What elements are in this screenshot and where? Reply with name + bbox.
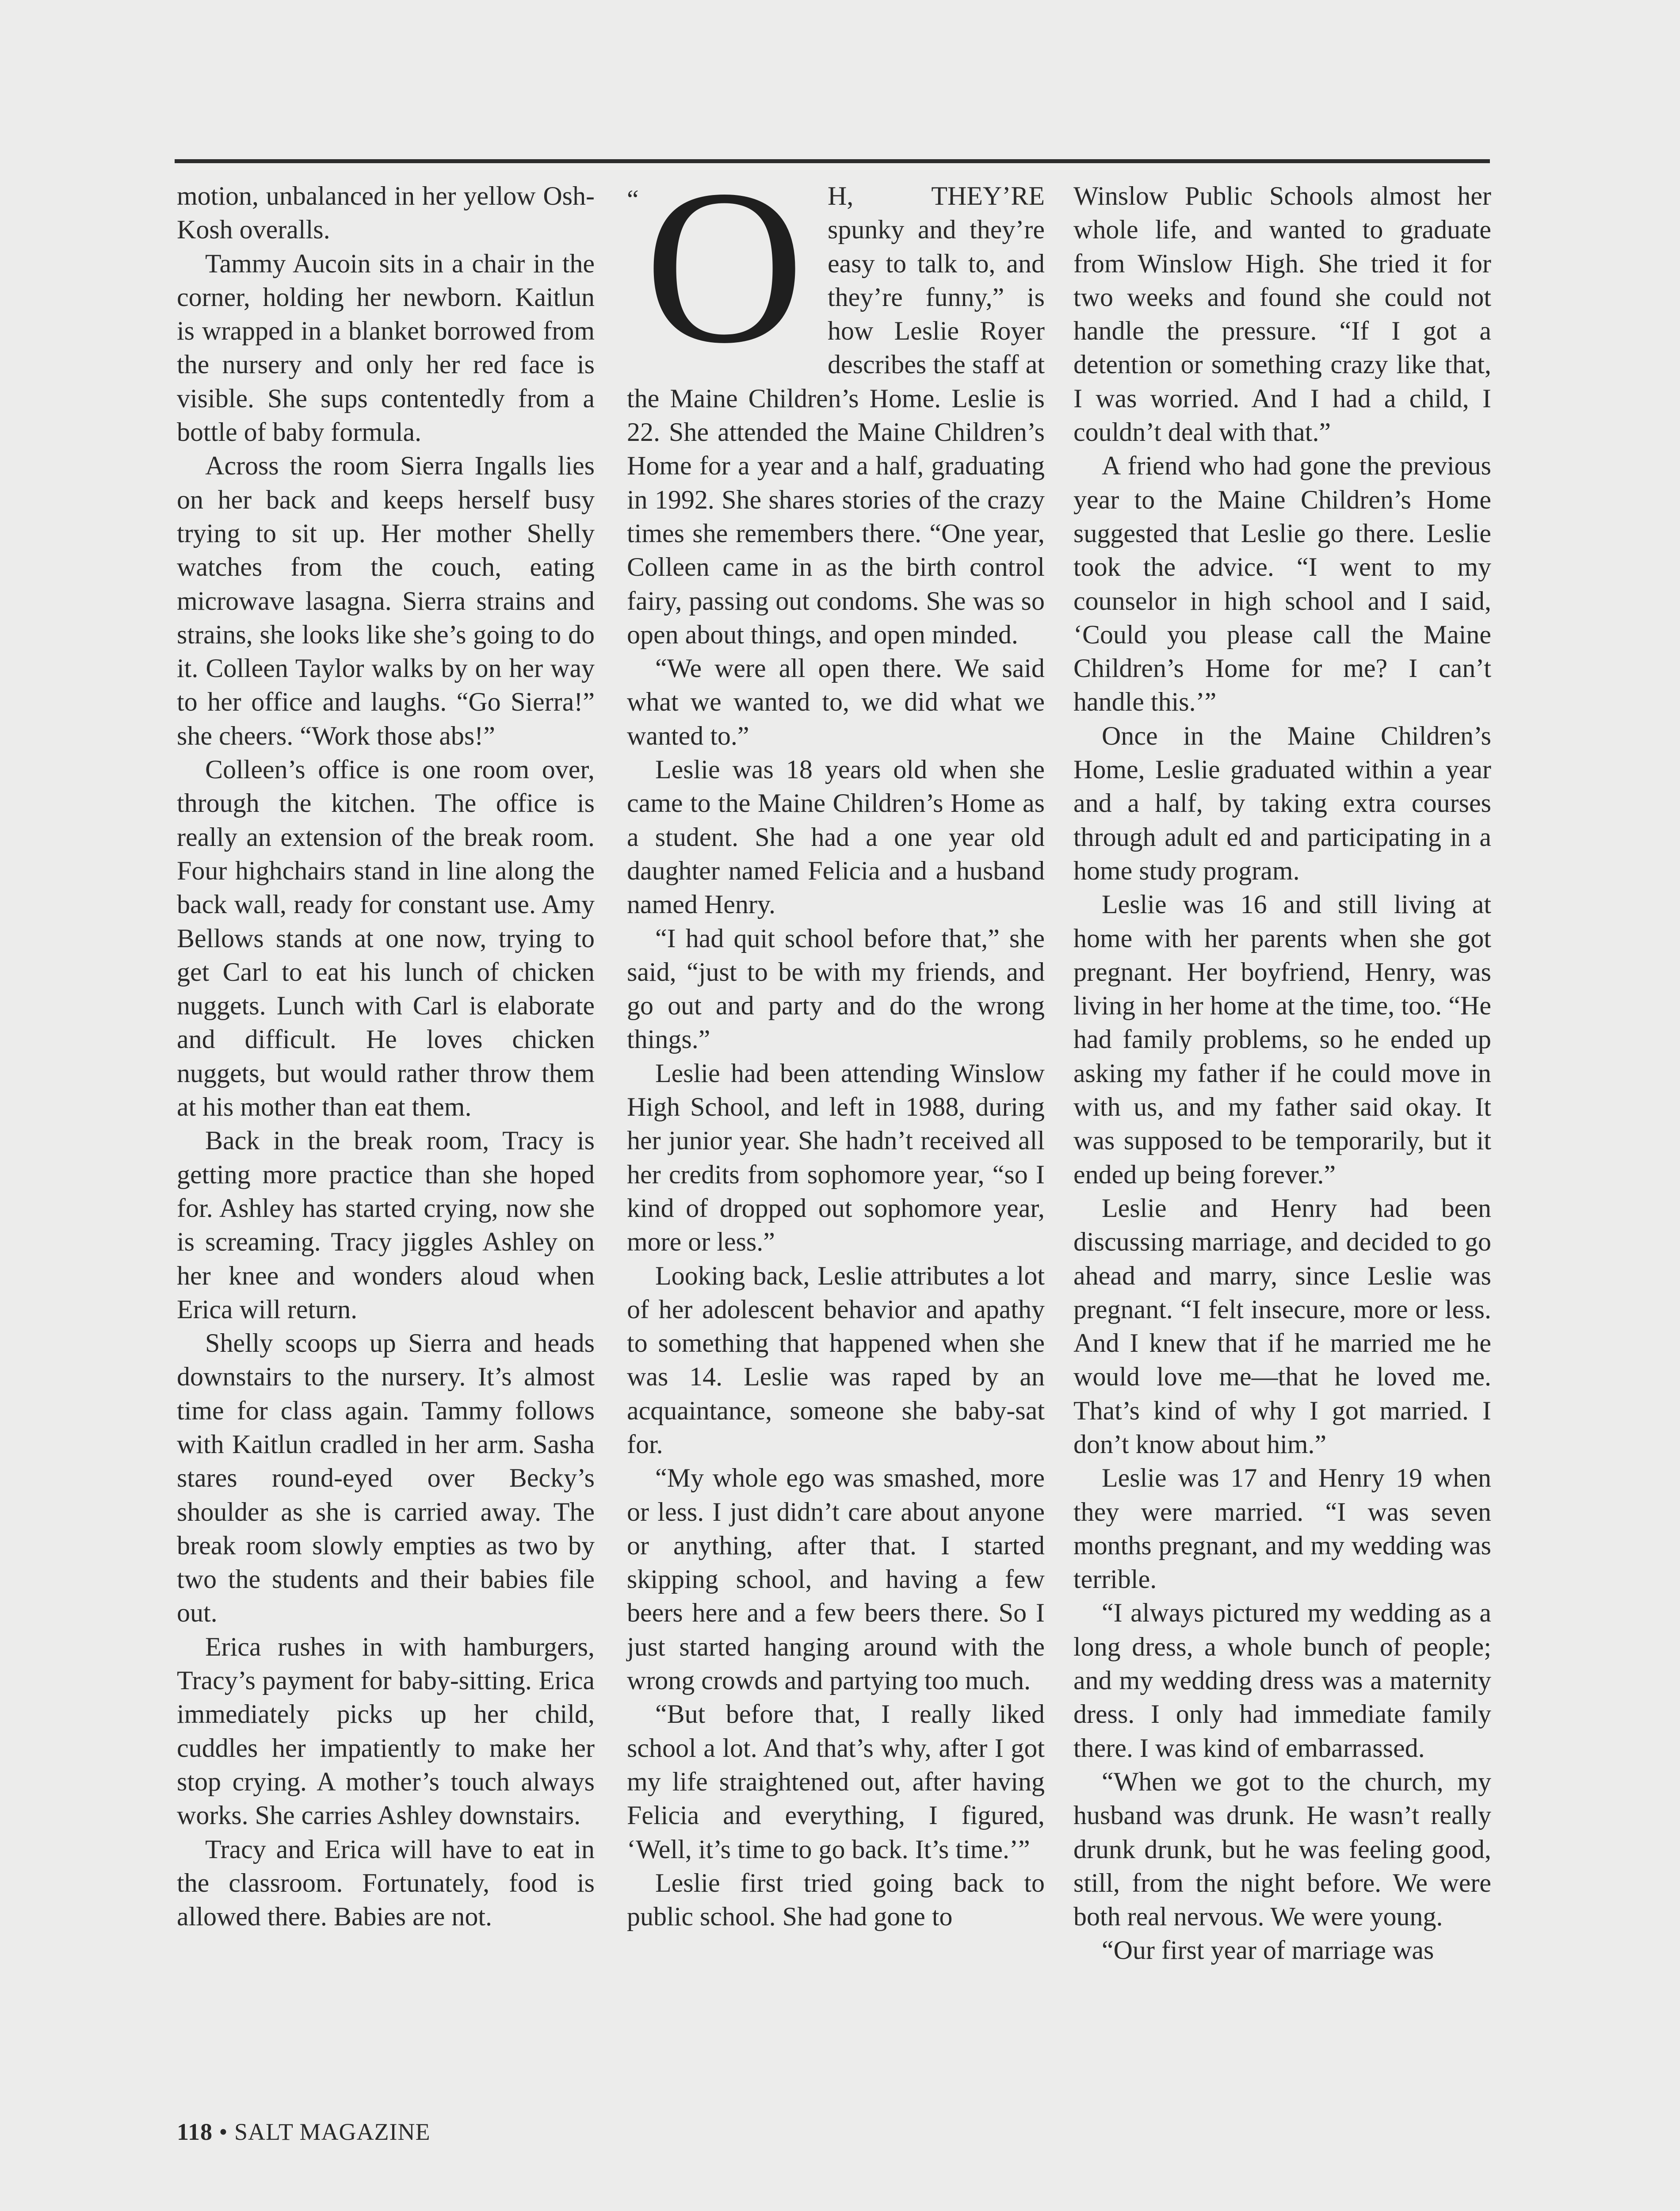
paragraph: Erica rushes in with hamburgers, Tracy’s payment for baby-sitting. Erica immediately picks up her child, cuddles her impatiently to make her stop crying. A mother’s touch always works. She carries Ashley downstairs. <box>177 1632 595 1830</box>
page-number: 118 <box>177 2119 213 2145</box>
paragraph: Leslie first tried going back to public school. She had gone to <box>627 1868 1045 1932</box>
paragraph: Tammy Aucoin sits in a chair in the corner, holding her newborn. Kaitlun is wrapped in a blanket borrowed from the nursery and only her red face is visible. She sups contentedly from a bottle of baby formula. <box>177 249 595 447</box>
drop-cap-letter: O <box>645 183 805 351</box>
column-1 <box>177 179 595 1933</box>
paragraph: “Our first year of marriage was <box>1102 1936 1434 1965</box>
page-footer <box>177 2118 430 2146</box>
drop-cap-opening <box>627 179 1045 651</box>
paragraph: Tracy and Erica will have to eat in the classroom. Fortunately, food is allowed there. Babies are not. <box>177 1834 595 1932</box>
column-3 <box>1073 179 1491 1967</box>
column-2 <box>627 179 1045 1933</box>
paragraph: Shelly scoops up Sierra and heads downstairs to the nursery. It’s almost time for class again. Tammy follows with Kaitlun cradled in her arm. Sasha stares round-eyed over Becky’s shoulder as she is carried away. The break room slowly empties as two by two the students and their babies file out. <box>177 1328 595 1628</box>
paragraph: A friend who had gone the previous year to the Maine Children’s Home suggested that Leslie go there. Leslie took the advice. “I went to my counselor in high school and I said, ‘Could you please call the Maine Children’s Home for me? I can’t handle this.’” <box>1073 451 1491 717</box>
footer-bullet: • <box>219 2119 228 2145</box>
paragraph: Leslie was 16 and still living at home with her parents when she got pregnant. Her boyfriend, Henry, was living in her home at the time, too. “He had family problems, so he ended up asking my father if he could move in with us, and my father said okay. It was supposed to be temporarily, but it ended up being forever.” <box>1073 890 1491 1189</box>
paragraph: Winslow Public Schools almost her whole life, and wanted to graduate from Winslow High. She tried it for two weeks and found she could not handle the pressure. “If I got a detention or something crazy like that, I was worried. And I had a child, I couldn’t deal with that.” <box>1073 181 1491 447</box>
paragraph: Leslie had been attending Winslow High School, and left in 1988, during her junior year. She hadn’t received all her credits from sophomore year, “so I kind of dropped out sophomore year, more or less.” <box>627 1058 1045 1257</box>
publication-name: SALT MAGAZINE <box>234 2119 431 2145</box>
paragraph: Once in the Maine Children’s Home, Leslie graduated within a year and a half, by taking extra courses through adult ed and participating in a home study program. <box>1073 721 1491 885</box>
paragraph: “We were all open there. We said what we wanted to, we did what we wanted to.” <box>627 654 1045 750</box>
paragraph: “My whole ego was smashed, more or less. I just didn’t care about anyone or anything, after that. I started skipping school, and having a few beers here and a few beers there. So I just started hanging around with the wrong crowds and partying too much. <box>627 1463 1045 1695</box>
paragraph: motion, unbalanced in her yellow Osh-Kosh overalls. <box>177 181 595 245</box>
paragraph: Leslie and Henry had been discussing marriage, and decided to go ahead and marry, since Leslie was pregnant. “I felt insecure, more or less. And I knew that if he married me he would love me—that he loved me. That’s kind of why I got married. I don’t know about him.” <box>1073 1193 1491 1459</box>
paragraph: “When we got to the church, my husband was drunk. He wasn’t really drunk drunk, but he was feeling good, still, from the night before. We were both real nervous. We were young. <box>1073 1767 1491 1932</box>
paragraph: Leslie was 18 years old when she came to the Maine Children’s Home as a student. She had a one year old daughter named Felicia and a husband named Henry. <box>627 755 1045 919</box>
paragraph: “I always pictured my wedding as a long dress, a whole bunch of people; and my wedding dress was a maternity dress. I only had immediate family there. I was kind of embarrassed. <box>1073 1598 1491 1763</box>
paragraph: Leslie was 17 and Henry 19 when they were married. “I was seven months pregnant, and my wedding was terrible. <box>1073 1463 1491 1594</box>
paragraph: Colleen’s office is one room over, through the kitchen. The office is really an extension of the break room. Four highchairs stand in line along the back wall, ready for constant use. Amy Bellows stands at one now, trying to get Carl to eat his lunch of chicken nuggets. Lunch with Carl is elaborate and difficult. He loves chicken nuggets, but would rather throw them at his mother than eat them. <box>177 755 595 1122</box>
paragraph: “I had quit school before that,” she said, “just to be with my friends, and go out and party and do the wrong things.” <box>627 923 1045 1054</box>
drop-cap-box <box>627 183 817 351</box>
paragraph: “But before that, I really liked school a lot. And that’s why, after I got my life straightened out, after having Felicia and everything, I figured, ‘Well, it’s time to go back. It’s time.’” <box>627 1699 1045 1864</box>
lead-paragraph: H, THEY’RE spunky and they’re easy to talk to, and they’re funny,” is how Leslie Royer describes the staff at the Maine Children’s Home. Leslie is 22. She attended the Maine Children’s Home for a year and a half, graduating in 1992. She shares stories of the crazy times she remembers there. “One year, Colleen came in as the birth control fairy, passing out condoms. She was so open about things, and open minded. <box>627 181 1045 649</box>
header-rule <box>175 159 1490 163</box>
paragraph: Back in the break room, Tracy is getting more practice than she hoped for. Ashley has started crying, now she is screaming. Tracy jiggles Ashley on her knee and wonders aloud when Erica will return. <box>177 1126 595 1324</box>
drop-cap-quote-mark: “ <box>627 185 639 214</box>
paragraph: Looking back, Leslie attributes a lot of her adolescent behavior and apathy to something that happened when she was 14. Leslie was raped by an acquaintance, someone she baby-sat for. <box>627 1261 1045 1459</box>
paragraph: Across the room Sierra Ingalls lies on her back and keeps herself busy trying to sit up. Her mother Shelly watches from the couch, eating microwave lasagna. Sierra strains and strains, she looks like she’s going to do it. Colleen Taylor walks by on her way to her office and laughs. “Go Sierra!” she cheers. “Work those abs!” <box>177 451 595 750</box>
